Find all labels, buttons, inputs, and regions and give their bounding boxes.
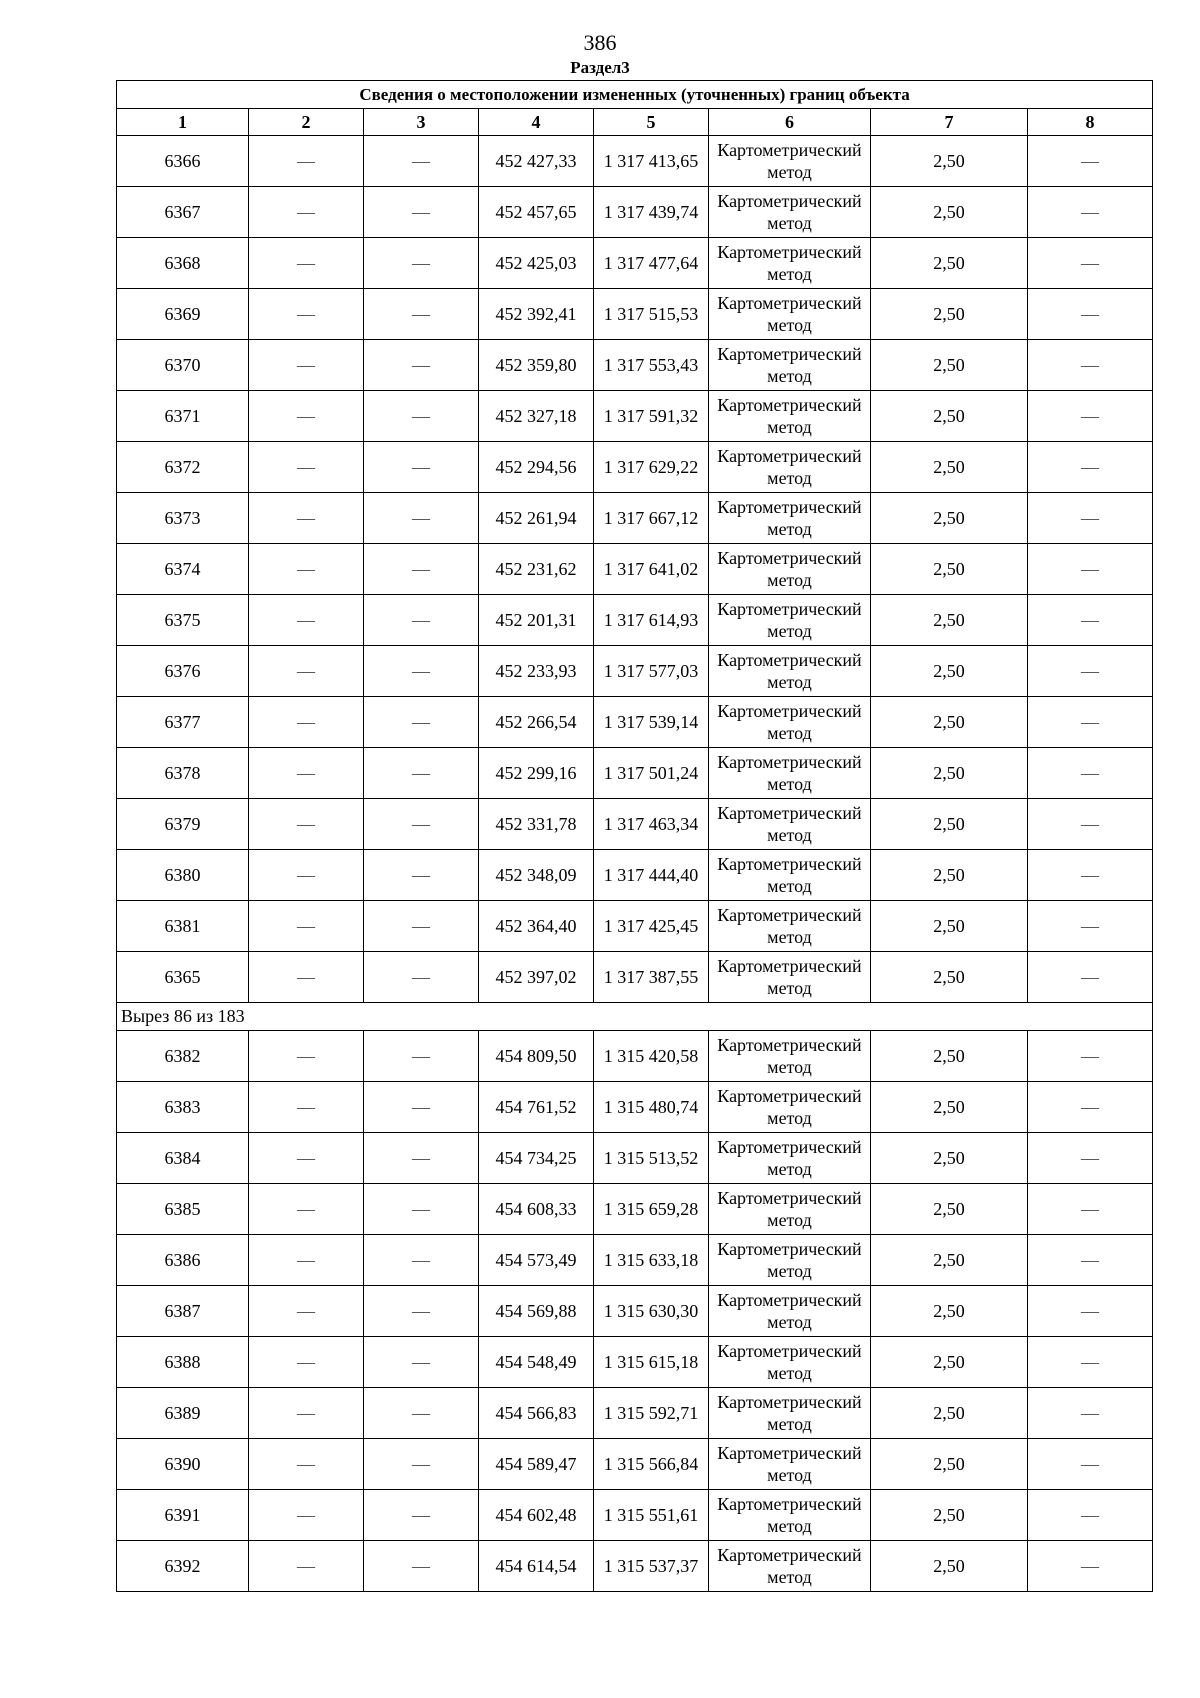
point-number-cell: 6376	[117, 646, 249, 697]
x-coordinate-cell: 452 348,09	[479, 850, 594, 901]
column-2-cell: —	[249, 187, 364, 238]
point-number-cell: 6368	[117, 238, 249, 289]
column-2-cell: —	[249, 1184, 364, 1235]
method-cell: Картометрический метод	[709, 1439, 871, 1490]
column-3-cell: —	[364, 238, 479, 289]
column-header: 6	[709, 109, 871, 136]
column-3-cell: —	[364, 1439, 479, 1490]
method-cell: Картометрический метод	[709, 646, 871, 697]
method-cell: Картометрический метод	[709, 493, 871, 544]
x-coordinate-cell: 452 294,56	[479, 442, 594, 493]
column-8-cell: —	[1028, 187, 1153, 238]
column-2-cell: —	[249, 697, 364, 748]
point-number-cell: 6371	[117, 391, 249, 442]
column-3-cell: —	[364, 136, 479, 187]
column-2-cell: —	[249, 1133, 364, 1184]
column-2-cell: —	[249, 1082, 364, 1133]
column-8-cell: —	[1028, 1439, 1153, 1490]
table-row	[117, 901, 1153, 952]
column-2-cell: —	[249, 493, 364, 544]
column-2-cell: —	[249, 1337, 364, 1388]
table-row	[117, 1388, 1153, 1439]
column-2-cell: —	[249, 595, 364, 646]
column-3-cell: —	[364, 1133, 479, 1184]
column-header: 1	[117, 109, 249, 136]
accuracy-cell: 2,50	[871, 1082, 1028, 1133]
x-coordinate-cell: 454 761,52	[479, 1082, 594, 1133]
y-coordinate-cell: 1 315 513,52	[594, 1133, 709, 1184]
x-coordinate-cell: 454 589,47	[479, 1439, 594, 1490]
table-row	[117, 850, 1153, 901]
column-8-cell: —	[1028, 1286, 1153, 1337]
method-cell: Картометрический метод	[709, 697, 871, 748]
method-cell: Картометрический метод	[709, 442, 871, 493]
coordinates-table	[116, 80, 1153, 1592]
y-coordinate-cell: 1 315 537,37	[594, 1541, 709, 1592]
point-number-cell: 6391	[117, 1490, 249, 1541]
column-2-cell: —	[249, 340, 364, 391]
x-coordinate-cell: 454 569,88	[479, 1286, 594, 1337]
column-2-cell: —	[249, 238, 364, 289]
x-coordinate-cell: 452 261,94	[479, 493, 594, 544]
table-row	[117, 1235, 1153, 1286]
column-8-cell: —	[1028, 1541, 1153, 1592]
column-3-cell: —	[364, 1031, 479, 1082]
point-number-cell: 6370	[117, 340, 249, 391]
accuracy-cell: 2,50	[871, 646, 1028, 697]
column-2-cell: —	[249, 1235, 364, 1286]
x-coordinate-cell: 452 233,93	[479, 646, 594, 697]
column-3-cell: —	[364, 1184, 479, 1235]
table-row	[117, 187, 1153, 238]
point-number-cell: 6377	[117, 697, 249, 748]
column-header-row	[117, 109, 1153, 136]
method-cell: Картометрический метод	[709, 136, 871, 187]
column-3-cell: —	[364, 748, 479, 799]
table-row	[117, 136, 1153, 187]
accuracy-cell: 2,50	[871, 1031, 1028, 1082]
x-coordinate-cell: 452 299,16	[479, 748, 594, 799]
x-coordinate-cell: 452 331,78	[479, 799, 594, 850]
x-coordinate-cell: 452 397,02	[479, 952, 594, 1003]
x-coordinate-cell: 452 231,62	[479, 544, 594, 595]
table-row	[117, 1082, 1153, 1133]
column-3-cell: —	[364, 901, 479, 952]
column-3-cell: —	[364, 952, 479, 1003]
y-coordinate-cell: 1 317 444,40	[594, 850, 709, 901]
method-cell: Картометрический метод	[709, 391, 871, 442]
column-header: 7	[871, 109, 1028, 136]
column-2-cell: —	[249, 442, 364, 493]
column-2-cell: —	[249, 1541, 364, 1592]
column-3-cell: —	[364, 1388, 479, 1439]
point-number-cell: 6384	[117, 1133, 249, 1184]
y-coordinate-cell: 1 315 420,58	[594, 1031, 709, 1082]
column-3-cell: —	[364, 289, 479, 340]
method-cell: Картометрический метод	[709, 187, 871, 238]
y-coordinate-cell: 1 315 633,18	[594, 1235, 709, 1286]
y-coordinate-cell: 1 317 477,64	[594, 238, 709, 289]
accuracy-cell: 2,50	[871, 136, 1028, 187]
table-row	[117, 442, 1153, 493]
method-cell: Картометрический метод	[709, 850, 871, 901]
column-8-cell: —	[1028, 697, 1153, 748]
table-row	[117, 1490, 1153, 1541]
accuracy-cell: 2,50	[871, 595, 1028, 646]
accuracy-cell: 2,50	[871, 340, 1028, 391]
y-coordinate-cell: 1 315 659,28	[594, 1184, 709, 1235]
column-header: 5	[594, 109, 709, 136]
y-coordinate-cell: 1 317 387,55	[594, 952, 709, 1003]
table-row	[117, 952, 1153, 1003]
point-number-cell: 6373	[117, 493, 249, 544]
x-coordinate-cell: 454 809,50	[479, 1031, 594, 1082]
column-8-cell: —	[1028, 1490, 1153, 1541]
y-coordinate-cell: 1 317 425,45	[594, 901, 709, 952]
table-row	[117, 1286, 1153, 1337]
table-row	[117, 595, 1153, 646]
point-number-cell: 6379	[117, 799, 249, 850]
column-8-cell: —	[1028, 136, 1153, 187]
column-8-cell: —	[1028, 1082, 1153, 1133]
y-coordinate-cell: 1 315 592,71	[594, 1388, 709, 1439]
y-coordinate-cell: 1 317 515,53	[594, 289, 709, 340]
column-8-cell: —	[1028, 1133, 1153, 1184]
column-3-cell: —	[364, 799, 479, 850]
accuracy-cell: 2,50	[871, 544, 1028, 595]
column-8-cell: —	[1028, 595, 1153, 646]
method-cell: Картометрический метод	[709, 1133, 871, 1184]
table-title: Сведения о местоположении измененных (уточненных) границ объекта	[117, 81, 1153, 109]
y-coordinate-cell: 1 317 553,43	[594, 340, 709, 391]
column-2-cell: —	[249, 850, 364, 901]
accuracy-cell: 2,50	[871, 289, 1028, 340]
method-cell: Картометрический метод	[709, 1490, 871, 1541]
accuracy-cell: 2,50	[871, 850, 1028, 901]
point-number-cell: 6386	[117, 1235, 249, 1286]
column-8-cell: —	[1028, 340, 1153, 391]
y-coordinate-cell: 1 317 667,12	[594, 493, 709, 544]
method-cell: Картометрический метод	[709, 1031, 871, 1082]
accuracy-cell: 2,50	[871, 391, 1028, 442]
column-2-cell: —	[249, 544, 364, 595]
point-number-cell: 6380	[117, 850, 249, 901]
column-8-cell: —	[1028, 1031, 1153, 1082]
y-coordinate-cell: 1 317 629,22	[594, 442, 709, 493]
y-coordinate-cell: 1 317 614,93	[594, 595, 709, 646]
method-cell: Картометрический метод	[709, 748, 871, 799]
accuracy-cell: 2,50	[871, 697, 1028, 748]
method-cell: Картометрический метод	[709, 1388, 871, 1439]
y-coordinate-cell: 1 317 539,14	[594, 697, 709, 748]
column-3-cell: —	[364, 1082, 479, 1133]
column-8-cell: —	[1028, 748, 1153, 799]
method-cell: Картометрический метод	[709, 544, 871, 595]
column-8-cell: —	[1028, 1337, 1153, 1388]
accuracy-cell: 2,50	[871, 442, 1028, 493]
table-row	[117, 391, 1153, 442]
column-8-cell: —	[1028, 952, 1153, 1003]
column-3-cell: —	[364, 646, 479, 697]
column-3-cell: —	[364, 493, 479, 544]
column-8-cell: —	[1028, 289, 1153, 340]
column-2-cell: —	[249, 799, 364, 850]
accuracy-cell: 2,50	[871, 238, 1028, 289]
column-8-cell: —	[1028, 901, 1153, 952]
table-title-row	[117, 81, 1153, 109]
point-number-cell: 6367	[117, 187, 249, 238]
table-row	[117, 697, 1153, 748]
column-2-cell: —	[249, 136, 364, 187]
table-row	[117, 340, 1153, 391]
column-3-cell: —	[364, 697, 479, 748]
x-coordinate-cell: 454 614,54	[479, 1541, 594, 1592]
column-8-cell: —	[1028, 799, 1153, 850]
column-3-cell: —	[364, 1235, 479, 1286]
x-coordinate-cell: 452 327,18	[479, 391, 594, 442]
column-8-cell: —	[1028, 442, 1153, 493]
accuracy-cell: 2,50	[871, 952, 1028, 1003]
point-number-cell: 6375	[117, 595, 249, 646]
column-2-cell: —	[249, 1286, 364, 1337]
table-row	[117, 1337, 1153, 1388]
table-row	[117, 1031, 1153, 1082]
column-header: 2	[249, 109, 364, 136]
point-number-cell: 6387	[117, 1286, 249, 1337]
x-coordinate-cell: 452 201,31	[479, 595, 594, 646]
x-coordinate-cell: 452 427,33	[479, 136, 594, 187]
column-3-cell: —	[364, 1541, 479, 1592]
method-cell: Картометрический метод	[709, 1541, 871, 1592]
accuracy-cell: 2,50	[871, 1286, 1028, 1337]
point-number-cell: 6385	[117, 1184, 249, 1235]
x-coordinate-cell: 454 734,25	[479, 1133, 594, 1184]
table-row	[117, 289, 1153, 340]
column-8-cell: —	[1028, 238, 1153, 289]
x-coordinate-cell: 454 608,33	[479, 1184, 594, 1235]
y-coordinate-cell: 1 317 463,34	[594, 799, 709, 850]
column-8-cell: —	[1028, 1235, 1153, 1286]
column-3-cell: —	[364, 340, 479, 391]
column-3-cell: —	[364, 1337, 479, 1388]
accuracy-cell: 2,50	[871, 748, 1028, 799]
method-cell: Картометрический метод	[709, 1337, 871, 1388]
accuracy-cell: 2,50	[871, 1541, 1028, 1592]
table-row	[117, 493, 1153, 544]
y-coordinate-cell: 1 317 413,65	[594, 136, 709, 187]
accuracy-cell: 2,50	[871, 799, 1028, 850]
x-coordinate-cell: 452 364,40	[479, 901, 594, 952]
table-row	[117, 799, 1153, 850]
method-cell: Картометрический метод	[709, 1286, 871, 1337]
x-coordinate-cell: 454 573,49	[479, 1235, 594, 1286]
column-3-cell: —	[364, 595, 479, 646]
accuracy-cell: 2,50	[871, 1337, 1028, 1388]
column-2-cell: —	[249, 391, 364, 442]
x-coordinate-cell: 454 602,48	[479, 1490, 594, 1541]
point-number-cell: 6374	[117, 544, 249, 595]
x-coordinate-cell: 452 392,41	[479, 289, 594, 340]
column-3-cell: —	[364, 850, 479, 901]
point-number-cell: 6390	[117, 1439, 249, 1490]
accuracy-cell: 2,50	[871, 1184, 1028, 1235]
y-coordinate-cell: 1 317 577,03	[594, 646, 709, 697]
x-coordinate-cell: 452 457,65	[479, 187, 594, 238]
method-cell: Картометрический метод	[709, 952, 871, 1003]
column-8-cell: —	[1028, 493, 1153, 544]
accuracy-cell: 2,50	[871, 1235, 1028, 1286]
table-row	[117, 1184, 1153, 1235]
y-coordinate-cell: 1 315 480,74	[594, 1082, 709, 1133]
table-row	[117, 748, 1153, 799]
method-cell: Картометрический метод	[709, 289, 871, 340]
column-8-cell: —	[1028, 850, 1153, 901]
y-coordinate-cell: 1 315 566,84	[594, 1439, 709, 1490]
table-row	[117, 646, 1153, 697]
point-number-cell: 6389	[117, 1388, 249, 1439]
point-number-cell: 6381	[117, 901, 249, 952]
method-cell: Картометрический метод	[709, 238, 871, 289]
column-3-cell: —	[364, 187, 479, 238]
table-row	[117, 238, 1153, 289]
point-number-cell: 6365	[117, 952, 249, 1003]
accuracy-cell: 2,50	[871, 187, 1028, 238]
column-8-cell: —	[1028, 544, 1153, 595]
x-coordinate-cell: 452 425,03	[479, 238, 594, 289]
method-cell: Картометрический метод	[709, 340, 871, 391]
column-2-cell: —	[249, 748, 364, 799]
point-number-cell: 6372	[117, 442, 249, 493]
accuracy-cell: 2,50	[871, 1388, 1028, 1439]
accuracy-cell: 2,50	[871, 493, 1028, 544]
column-2-cell: —	[249, 1439, 364, 1490]
point-number-cell: 6378	[117, 748, 249, 799]
point-number-cell: 6382	[117, 1031, 249, 1082]
x-coordinate-cell: 452 359,80	[479, 340, 594, 391]
y-coordinate-cell: 1 317 501,24	[594, 748, 709, 799]
method-cell: Картометрический метод	[709, 799, 871, 850]
page-number: 386	[583, 30, 617, 55]
column-header: 3	[364, 109, 479, 136]
column-2-cell: —	[249, 1388, 364, 1439]
section-label: Раздел3	[570, 58, 630, 77]
method-cell: Картометрический метод	[709, 1235, 871, 1286]
y-coordinate-cell: 1 315 630,30	[594, 1286, 709, 1337]
column-2-cell: —	[249, 901, 364, 952]
point-number-cell: 6388	[117, 1337, 249, 1388]
cutout-label: Вырез 86 из 183	[117, 1003, 1153, 1031]
column-header: 4	[479, 109, 594, 136]
table-row	[117, 544, 1153, 595]
accuracy-cell: 2,50	[871, 1490, 1028, 1541]
y-coordinate-cell: 1 317 439,74	[594, 187, 709, 238]
accuracy-cell: 2,50	[871, 1439, 1028, 1490]
point-number-cell: 6383	[117, 1082, 249, 1133]
column-8-cell: —	[1028, 1388, 1153, 1439]
accuracy-cell: 2,50	[871, 901, 1028, 952]
table-row	[117, 1541, 1153, 1592]
column-3-cell: —	[364, 544, 479, 595]
table-row	[117, 1439, 1153, 1490]
y-coordinate-cell: 1 317 641,02	[594, 544, 709, 595]
method-cell: Картометрический метод	[709, 1184, 871, 1235]
column-8-cell: —	[1028, 646, 1153, 697]
y-coordinate-cell: 1 315 551,61	[594, 1490, 709, 1541]
table-row	[117, 1133, 1153, 1184]
x-coordinate-cell: 454 566,83	[479, 1388, 594, 1439]
column-2-cell: —	[249, 289, 364, 340]
column-2-cell: —	[249, 646, 364, 697]
column-2-cell: —	[249, 952, 364, 1003]
column-2-cell: —	[249, 1031, 364, 1082]
point-number-cell: 6366	[117, 136, 249, 187]
y-coordinate-cell: 1 315 615,18	[594, 1337, 709, 1388]
column-3-cell: —	[364, 391, 479, 442]
column-3-cell: —	[364, 442, 479, 493]
column-3-cell: —	[364, 1490, 479, 1541]
point-number-cell: 6369	[117, 289, 249, 340]
cutout-label-row	[117, 1003, 1153, 1031]
x-coordinate-cell: 454 548,49	[479, 1337, 594, 1388]
column-3-cell: —	[364, 1286, 479, 1337]
point-number-cell: 6392	[117, 1541, 249, 1592]
method-cell: Картометрический метод	[709, 1082, 871, 1133]
y-coordinate-cell: 1 317 591,32	[594, 391, 709, 442]
column-8-cell: —	[1028, 1184, 1153, 1235]
column-8-cell: —	[1028, 391, 1153, 442]
method-cell: Картометрический метод	[709, 901, 871, 952]
method-cell: Картометрический метод	[709, 595, 871, 646]
column-2-cell: —	[249, 1490, 364, 1541]
accuracy-cell: 2,50	[871, 1133, 1028, 1184]
column-header: 8	[1028, 109, 1153, 136]
x-coordinate-cell: 452 266,54	[479, 697, 594, 748]
